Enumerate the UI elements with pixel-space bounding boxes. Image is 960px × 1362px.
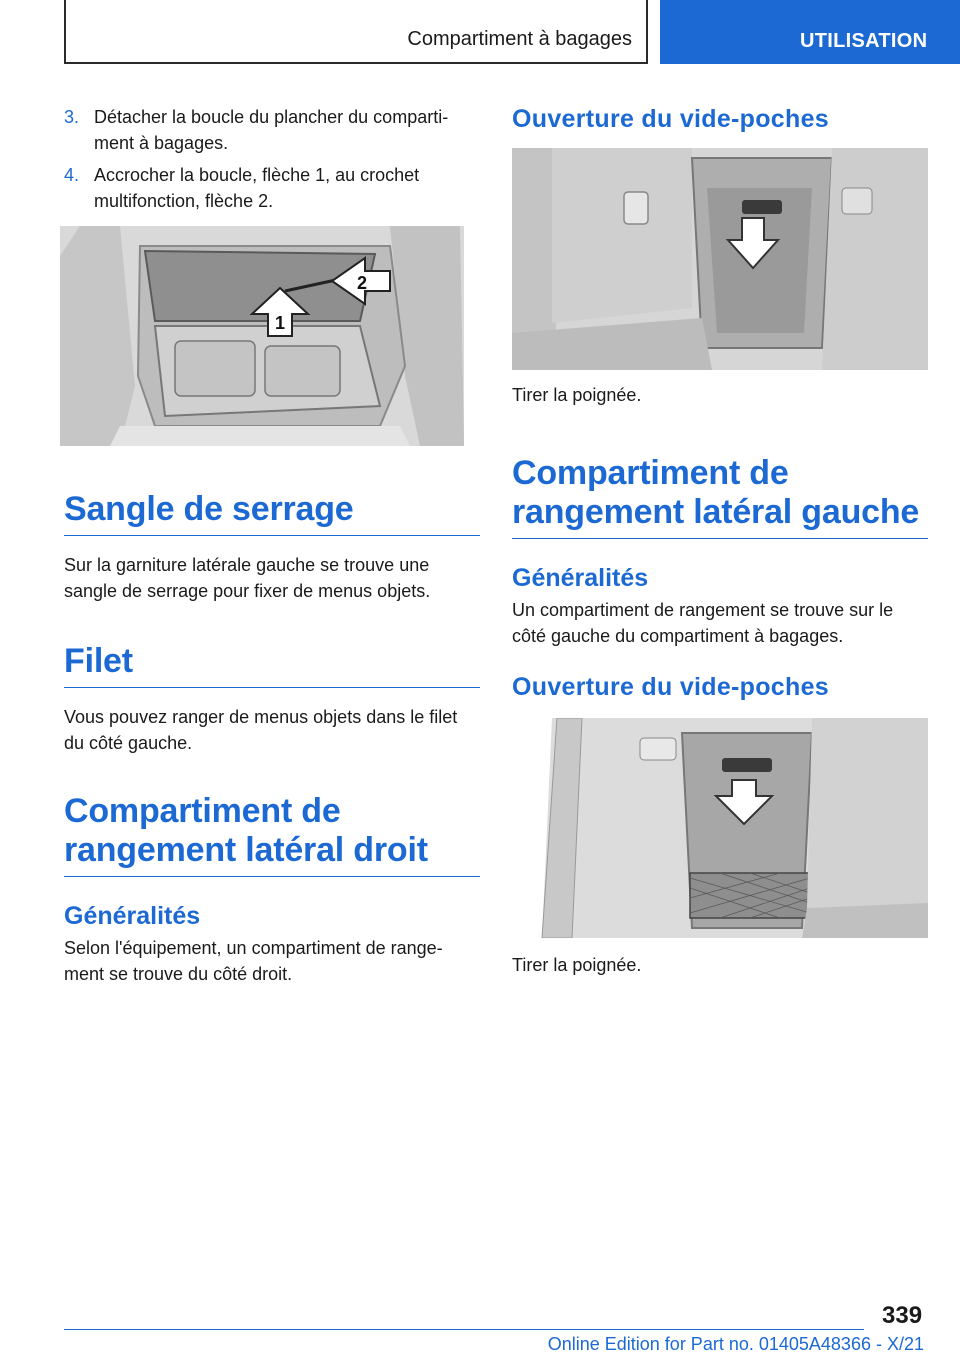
arrow-2-label: 2 bbox=[356, 273, 368, 293]
arrow-1-label: 1 bbox=[274, 313, 286, 333]
sangle-section bbox=[64, 490, 480, 604]
step-4 bbox=[64, 162, 480, 214]
filet-text: Vous pouvez ranger de menus objets dans le filet du côté gauche. bbox=[64, 707, 458, 753]
chapter-tab[interactable] bbox=[660, 0, 960, 64]
trunk-strap-figure bbox=[60, 226, 464, 446]
gauche-section bbox=[512, 454, 928, 649]
droit-section bbox=[64, 792, 480, 987]
ouverture1-section bbox=[512, 104, 928, 134]
step-number: 4. bbox=[64, 165, 80, 185]
gauche-text: Un compartiment de rangement se trouve sur le côté gauche du compartiment à bagages. bbox=[512, 600, 894, 646]
footer-rule bbox=[64, 1329, 864, 1330]
chapter-tab-label: UTILISATION bbox=[800, 30, 928, 52]
step-number: 3. bbox=[64, 107, 80, 127]
step-3 bbox=[64, 104, 480, 156]
step-text: Accrocher la boucle, flèche 1, au crochet multifonction, flèche 2. bbox=[94, 165, 420, 211]
left-compartment-figure bbox=[512, 718, 928, 938]
filet-section bbox=[64, 642, 480, 756]
ouverture2-heading: Ouverture du vide-poches bbox=[512, 673, 829, 701]
filet-heading: Filet bbox=[64, 642, 480, 688]
sangle-text: Sur la garniture latérale gauche se trouve une sangle de serrage pour fixer de menus objets. bbox=[64, 555, 431, 601]
header-section-box bbox=[64, 0, 648, 64]
droit-heading: Compartiment de rangement latéral droit bbox=[64, 792, 480, 877]
gauche-heading: Compartiment de rangement latéral gauche bbox=[512, 454, 928, 539]
ouverture1-heading: Ouverture du vide-poches bbox=[512, 105, 829, 133]
droit-text: Selon l'équipement, un compartiment de range-ment se trouve du côté droit. bbox=[64, 938, 443, 984]
caption-1 bbox=[512, 382, 928, 408]
step-text: Détacher la boucle du plancher du comparti-ment à bagages. bbox=[94, 107, 449, 153]
caption-1-text: Tirer la poignée. bbox=[512, 385, 642, 405]
page-number: 339 bbox=[882, 1302, 923, 1329]
right-compartment-figure bbox=[512, 148, 928, 370]
footer-edition-text: Online Edition for Part no. 01405A48366 - X/21 bbox=[547, 1334, 924, 1354]
ouverture2-section bbox=[512, 672, 928, 702]
caption-2-text: Tirer la poignée. bbox=[512, 955, 642, 975]
sangle-heading: Sangle de serrage bbox=[64, 490, 480, 536]
left-column bbox=[64, 104, 480, 220]
section-title: Compartiment à bagages bbox=[407, 28, 632, 50]
footer-edition bbox=[0, 1334, 960, 1355]
caption-2 bbox=[512, 952, 928, 978]
droit-subheading: Généralités bbox=[64, 902, 201, 930]
gauche-subheading: Généralités bbox=[512, 564, 649, 592]
